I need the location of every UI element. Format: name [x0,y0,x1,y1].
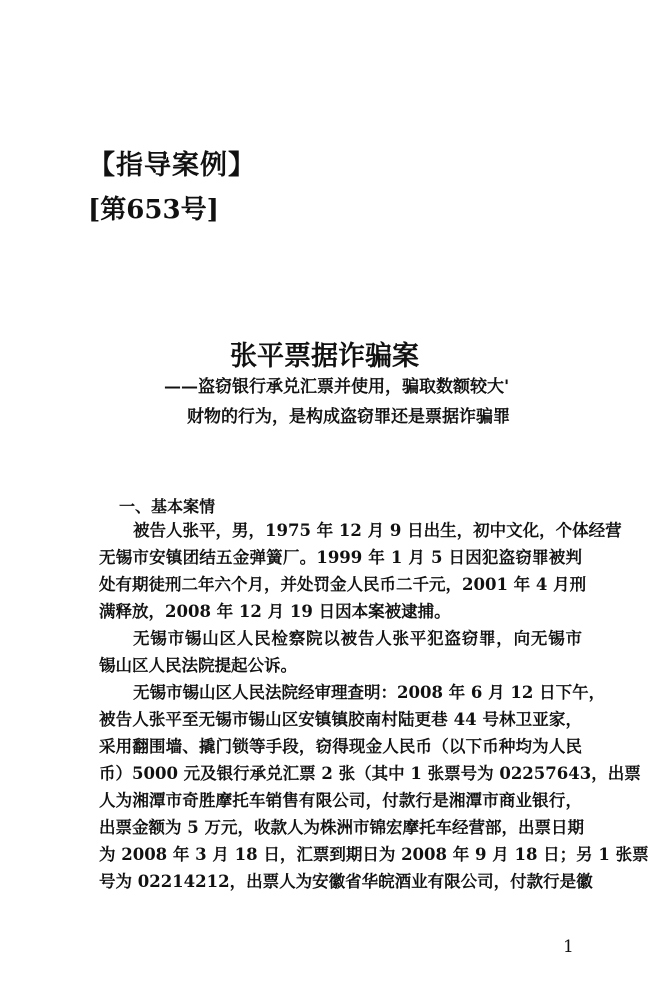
subtitle-line-1: ——盗窃银行承兑汇票并使用，骗取数额较大' [164,377,510,397]
body-line: 无锡市锡山区人民检察院以被告人张平犯盗窃罪，向无锡市 [133,629,582,648]
section-heading: 一、基本案情 [119,497,216,516]
series-label: 【指导案例】 [88,150,256,181]
body-line: 锡山区人民法院提起公诉。 [99,656,297,675]
page-number: 1 [563,937,574,957]
body-line: 号为 02214212，出票人为安徽省华皖酒业有限公司，付款行是徽 [99,872,593,891]
body-line: 被告人张平，男，1975 年 12 月 9 日出生，初中文化，个体经营 [133,521,622,540]
body-line: 人为湘潭市奇胜摩托车销售有限公司，付款行是湘潭市商业银行， [99,791,582,810]
subtitle-line-2: 财物的行为，是构成盗窃罪还是票据诈骗罪 [187,407,510,427]
case-number: [第653号] [88,195,219,225]
body-line: 采用翻围墙、撬门锁等手段，窃得现金人民币（以下币种均为人民 [99,737,582,756]
body-line: 处有期徒刑二年六个月，并处罚金人民币二千元，2001 年 4 月刑 [99,575,587,594]
body-line: 被告人张平至无锡市锡山区安镇镇胶南村陆更巷 44 号林卫亚家， [99,710,582,729]
body-line: 无锡市安镇团结五金弹簧厂。1999 年 1 月 5 日因犯盗窃罪被判 [99,548,582,567]
case-title: 张平票据诈骗案 [230,341,419,372]
body-line: 无锡市锡山区人民法院经审理查明：2008 年 6 月 12 日下午， [133,683,606,702]
body-line: 出票金额为 5 万元，收款人为株洲市锦宏摩托车经营部，出票日期 [99,818,584,837]
body-line: 满释放，2008 年 12 月 19 日因本案被逮捕。 [99,602,451,621]
body-line: 币）5000 元及银行承兑汇票 2 张（其中 1 张票号为 02257643，出票 [99,764,641,783]
body-line: 为 2008 年 3 月 18 日，汇票到期日为 2008 年 9 月 18 日；另 1 张票 [99,845,649,864]
